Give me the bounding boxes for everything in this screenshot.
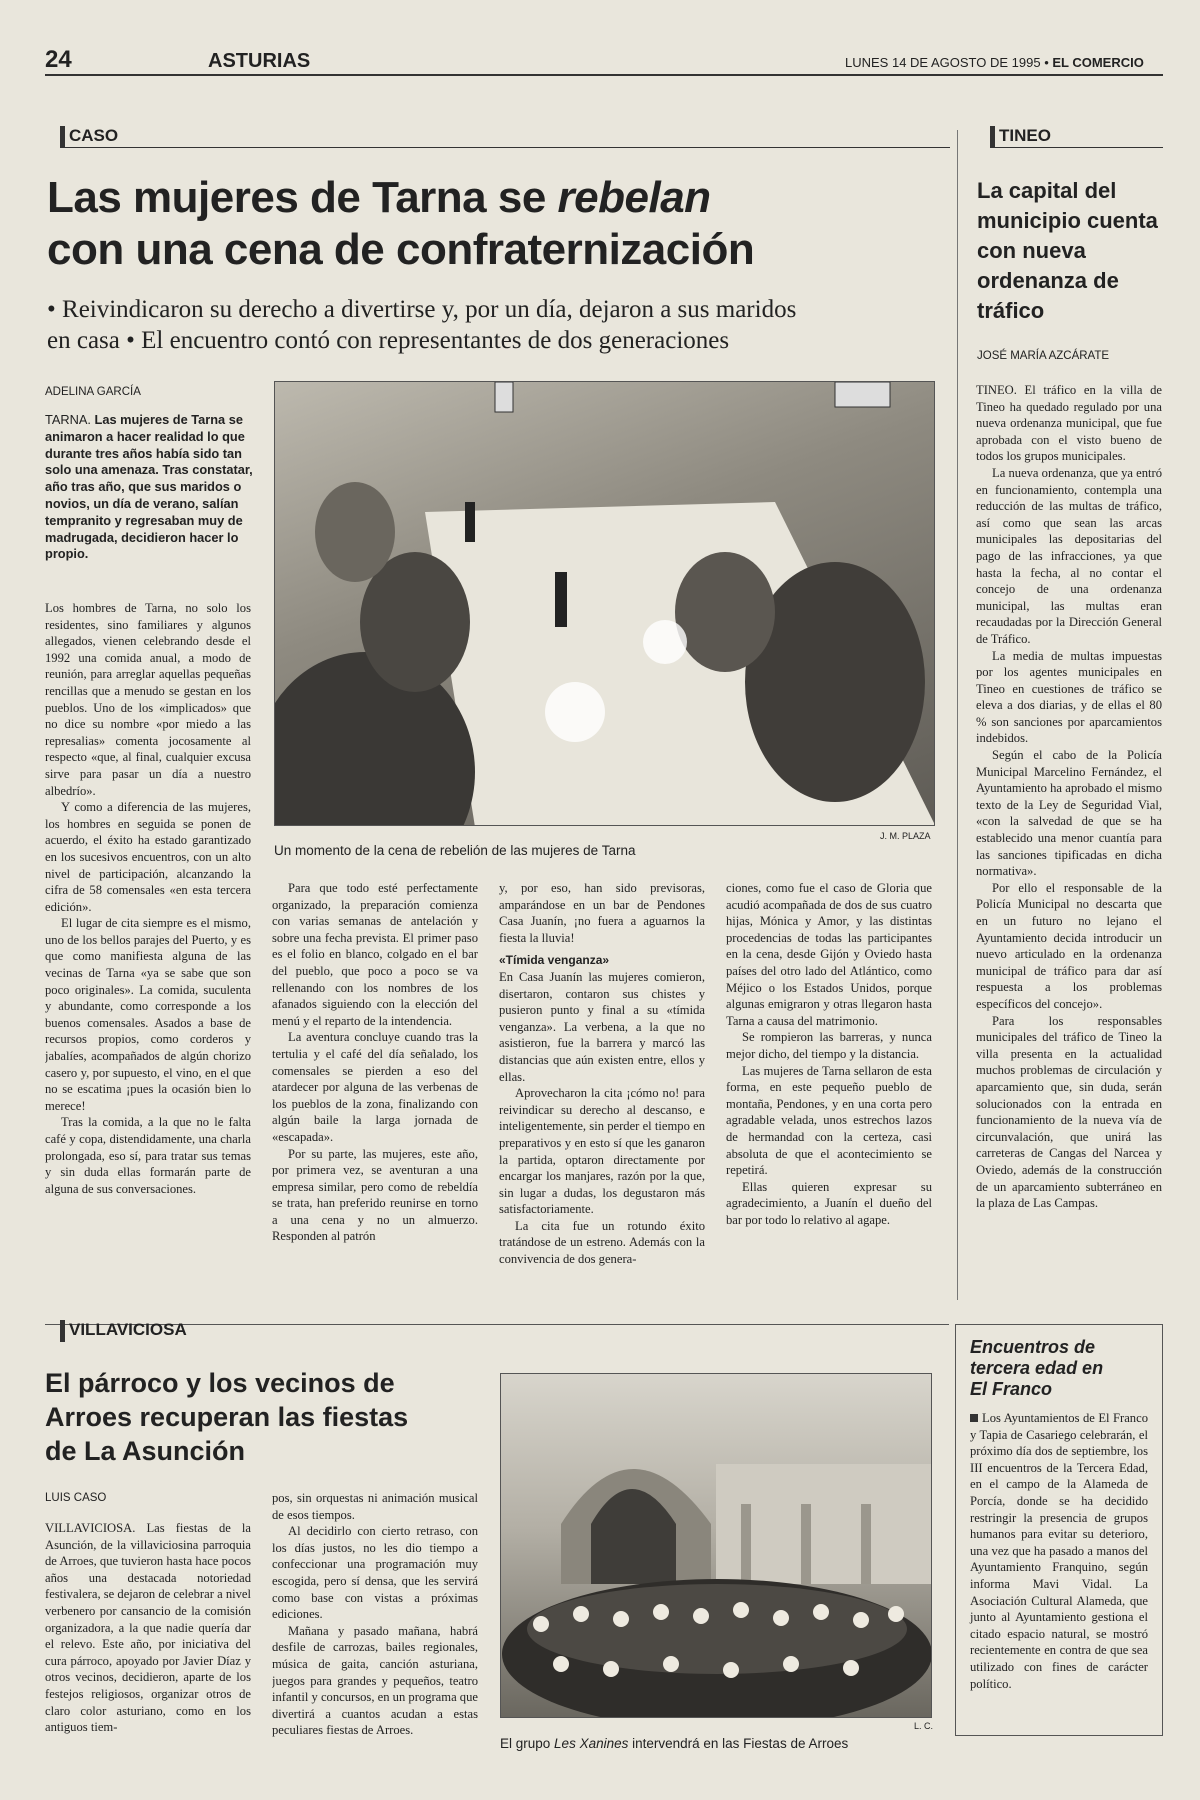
folk-group-photo-image xyxy=(501,1374,932,1718)
headline-italic: rebelan xyxy=(557,173,711,222)
franco-box xyxy=(955,1324,1163,1736)
tineo-body xyxy=(976,382,1162,1302)
subhead-3: El encuentro contó con representantes de dos generaciones xyxy=(141,327,730,354)
franco-text: Los Ayuntamientos de El Franco y Tapia de Casariego celebrarán, el próximo día dos de septiembre, los III encuentros de la Tercera Edad, en el campo de la Alameda de Porcía, donde se ha decidido restringir la presencia de grupos humanos para evitar su deterioro, una vez que ha pasado a manos del Ayuntamiento Franquino, según informa Mavi Vidal. La Asociación Cultural Alameda, que junto al Ayuntamiento gestiona el citado espacio natural, se mostró recientemente en contra de que sea utilizado con fines de carácter político. xyxy=(970,1411,1148,1691)
dinner-photo-image xyxy=(275,382,935,826)
main-col-2 xyxy=(272,880,478,1300)
villaviciosa-byline: LUIS CASO xyxy=(45,1492,107,1504)
paragraph: Los hombres de Tarna, no solo los residentes, sino familiares y algunos allegados, vienen celebrando desde el 1992 una comida anual, a modo de reunión, para arreglar aquellas pequeñas rencillas que a menudo se gestan en los pueblos. Uno de los «implicados» que no dice su nombre «por miedo a las represalias» comenta jocosamente al respecto «que, al final, cualquier excusa sirve para pasar un día a nuestro albedrío». xyxy=(45,601,251,798)
paragraph: VILLAVICIOSA. Las fiestas de la Asunción, de la villaviciosina parroquia de Arroes, que tuvieron hasta hace pocos años una destacada notoriedad festivalera, se dejaron de celebrar a nivel verbenero por cansancio de la comisión organizadora, a la que nadie quería dar el relevo. Este año, por iniciativa del cura párroco, apoyado por Javier Díaz y otros vecinos, decidieron, aparte de los festejos religiosos, organizar otros de claro color asturiano, como en los antiguos tiem- xyxy=(45,1521,251,1735)
caption-part: El grupo xyxy=(500,1736,555,1751)
main-byline: ADELINA GARCÍA xyxy=(45,386,141,398)
main-col-1 xyxy=(45,600,251,1300)
paragraph: pos, sin orquestas ni animación musical de esos tiempos. xyxy=(272,1491,478,1522)
header-rule xyxy=(45,74,1163,76)
paper-name: EL COMERCIO xyxy=(1052,55,1144,70)
tineo-byline: JOSÉ MARÍA AZCÁRATE xyxy=(977,350,1110,362)
subhead-2: en casa xyxy=(47,327,120,354)
headline-line-2: con una cena de confraternización xyxy=(47,225,755,274)
subhead-1: Reivindicaron su derecho a divertirse y, por un día, dejaron a sus maridos xyxy=(62,296,797,323)
column-divider xyxy=(957,130,958,1300)
caption-italic: Les Xanines xyxy=(554,1736,629,1751)
paragraph: Aprovecharon la cita ¡cómo no! para reivindicar su derecho al descanso, e inteligentemente, sin perder el tiempo en preparativos y en esto sí que les ganaron la partida, optaron directamente por encargar los manjares, razón por la que, sin lugar a dudas, los degustaron más satisfactoriamente. xyxy=(499,1086,705,1217)
lead-text: Las mujeres de Tarna se animaron a hacer realidad lo que durante tres años había sido tan solo una amenaza. Tras constatar, año tras año, que sus maridos o novios, un día de verano, salían tempranito y regresaban muy de madrugada, decidieron hacer lo propio. xyxy=(45,412,253,562)
paragraph: Mañana y pasado mañana, habrá desfile de carrozas, bailes regionales, música de gaita, canción asturiana, juegos para grandes y pequeños, teatro infantil y concursos, en un programa que divertirá a cuantos acudan a estas peculiares fiestas de Arroes. xyxy=(272,1623,478,1738)
dinner-photo xyxy=(274,381,935,826)
paragraph: TINEO. El tráfico en la villa de Tineo ha quedado regulado por una nueva ordenanza municipal, que fue aprobada con el visto bueno de todos los grupos municipales. xyxy=(976,383,1162,464)
villaviciosa-photo-caption xyxy=(500,1736,848,1751)
section-tag-label: TINEO xyxy=(999,126,1051,145)
photo-caption: Un momento de la cena de rebelión de las mujeres de Tarna xyxy=(274,843,636,858)
villaviciosa-col-2 xyxy=(272,1490,478,1790)
section-name: ASTURIAS xyxy=(208,50,311,72)
photo-credit: J. M. PLAZA xyxy=(880,831,931,841)
paragraph: Se rompieron las barreras, y nunca mejor dicho, del tiempo y la distancia. xyxy=(726,1030,932,1061)
main-subhead: • Reivindicaron su derecho a divertirse y, por un día, dejaron a sus maridos en casa • El encuentro contó con representantes de dos generaciones xyxy=(47,296,797,354)
paragraph: El lugar de cita siempre es el mismo, uno de los bellos parajes del Puerto, y es que como manifiesta alguna de las vecinas de Tarna «ya se sabe que son poco originales». La comida, suculenta y abundante, como corresponde a los buenos comensales. Asados a base de recursos propios, como corderos y jabalíes, acompañados de algún chorizo casero y, por supuesto, el vino, en el que no se escatima ¡pues la ocasión bien lo merece! xyxy=(45,916,251,1113)
caption-part: intervendrá en las Fiestas de Arroes xyxy=(628,1736,849,1751)
paragraph: Las mujeres de Tarna sellaron de esta forma, en este pequeño pueblo de montaña, Pendones, y en una corta pero agradable velada, unos estrechos lazos de hermandad con la certeza, casi absoluta de que el acontecimiento se repetirá. xyxy=(726,1063,932,1178)
headline-part: Las mujeres de Tarna se xyxy=(47,173,558,222)
paragraph: La media de multas impuestas por los agentes municipales en Tineo en cuestiones de tráfico se eleva a dos diarias, y de ellas el 80 % son sanciones por aparcamientos indebidos. xyxy=(976,648,1162,746)
section-tag-tineo xyxy=(990,126,1163,148)
paragraph: Por su parte, las mujeres, este año, por primera vez, se aventuran a una empresa similar, pero como de rebeldía se trata, han preferido reunirse en torno a una cena y no un almuerzo. Responden al patrón xyxy=(272,1146,478,1244)
page-number: 24 xyxy=(45,46,72,73)
folk-group-photo xyxy=(500,1373,932,1718)
bullet-icon xyxy=(970,1414,978,1422)
paragraph: La nueva ordenanza, que ya entró en funcionamiento, contempla una reducción de las multas de tráfico, así como que sean las arcas municipales las depositarias del pago de las infracciones, ya que hasta la fecha, al no contar el concejo de una ordenanza municipal, las multas eran recaudadas por la Dirección General de Tráfico. xyxy=(976,465,1162,646)
paragraph: La aventura concluye cuando tras la tertulia y el café del día señalado, los comensales se pierden a eso del atardecer por alguna de las verbenas de los pueblos de la zona, finalizando con algún baile la larga jornada de «escapada». xyxy=(272,1030,478,1144)
section-tag-label: VILLAVICIOSA xyxy=(69,1320,187,1339)
paragraph: Para los responsables municipales del tráfico de Tineo la villa presenta en la actualidad muchos problemas de circulación y aparcamiento que, sin duda, serán solucionados con la entrada en funcionamiento de la nueva vía de circunvalación, que unirá las carreteras de Cangas del Narcea y Oviedo, además de la construcción de un aparcamiento subterráneo en la plaza de Las Campas. xyxy=(976,1013,1162,1211)
section-tag-villaviciosa xyxy=(60,1320,360,1342)
main-col-4 xyxy=(726,880,932,1300)
villaviciosa-col-1 xyxy=(45,1520,251,1790)
paragraph: y, por eso, han sido previsoras, amparándose en un bar de Pendones Casa Juanín, ¡no fuera a aguarnos la fiesta la lluvia! xyxy=(499,881,705,945)
col-subhead: «Tímida venganza» xyxy=(499,953,610,968)
issue-date: LUNES 14 DE AGOSTO DE 1995 • EL COMERCIO xyxy=(845,55,1144,70)
main-headline xyxy=(47,172,947,276)
section-tag-label: CASO xyxy=(69,126,119,145)
section-tag-caso xyxy=(60,126,950,148)
paragraph: Para que todo esté perfectamente organizado, la preparación comienza con varias semanas de antelación y sobre una fecha prevista. El primer paso es el folio en blanco, colgado en el bar del pueblo, que poco a poco se va rellenando con los nombres de los afanados siguiendo con la elección del menú y el reparto de la intendencia. xyxy=(272,881,478,1028)
tineo-headline: La capital del municipio cuenta con nueva ordenanza de tráfico xyxy=(977,178,1158,323)
paragraph: Al decidirlo con cierto retraso, con los días justos, no les dio tiempo a confeccionar una programación muy escogida, pero sí densa, que les servirá como base con vistas a próximas ediciones. xyxy=(272,1524,478,1622)
paragraph: Tras la comida, a la que no le falta café y copa, distendidamente, una charla prolongada, eso sí, para tratar sus temas y sin duda ellas formarán parte de alguna de sus conversaciones. xyxy=(45,1115,251,1196)
paragraph: Por ello el responsable de la Policía Municipal no descarta que en un futuro no lejano el Ayuntamiento decida introducir un nuevo articulado en la ordenanza municipal de tráfico para dar así respuesta a los problemas específicos del concejo». xyxy=(976,880,1162,1011)
franco-body xyxy=(970,1410,1148,1692)
date-text: LUNES 14 DE AGOSTO DE 1995 xyxy=(845,55,1041,70)
paragraph: En Casa Juanín las mujeres comieron, disertaron, contaron sus chistes y pusieron punto y final a su «tímida venganza». La verbena, a la que no asistieron, fue la barrera y marcó las distancias que aún existen entre, ellos y ellas. xyxy=(499,969,705,1084)
villaviciosa-headline: El párroco y los vecinos de Arroes recuperan las fiestas de La Asunción xyxy=(45,1368,409,1466)
paragraph: Ellas quieren expresar su agradecimiento, a Juanín el dueño del bar por todo lo relativo al agape. xyxy=(726,1179,932,1227)
paragraph: Según el cabo de la Policía Municipal Marcelino Fernández, el Ayuntamiento ha aprobado el mismo texto de la Ley de Seguridad Vial, «con la salvedad de que se ha establecido una menor cuantía para las sanciones tipificadas en dicha normativa». xyxy=(976,748,1162,879)
paragraph: Y como a diferencia de las mujeres, los hombres en seguida se ponen de acuerdo, el éxito ha estado garantizado en los sucesivos encuentros, con un alto nivel de participación, alcanzando la cifra de 58 comensales «en esta tercera edición». xyxy=(45,800,251,914)
franco-headline: Encuentros de tercera edad en El Franco xyxy=(970,1337,1104,1399)
main-lead xyxy=(45,412,255,563)
lead-place: TARNA. xyxy=(45,412,91,427)
paragraph: La cita fue un rotundo éxito tratándose de un estreno. Además con la convivencia de dos genera- xyxy=(499,1218,705,1267)
villaviciosa-photo-credit: L. C. xyxy=(914,1721,934,1731)
paragraph: ciones, como fue el caso de Gloria que acudió acompañada de dos de sus cuatro hijas, Mónica y Amor, y las distintas procedencias de todas las participantes en la cena, desde Gijón y Oviedo hasta países del otro lado del Atlántico, como Méjico o los Estados Unidos, porque algunas emigraron y otras llegaron hasta Tarna a causa del matrimonio. xyxy=(726,881,932,1028)
main-col-3 xyxy=(499,880,705,1300)
